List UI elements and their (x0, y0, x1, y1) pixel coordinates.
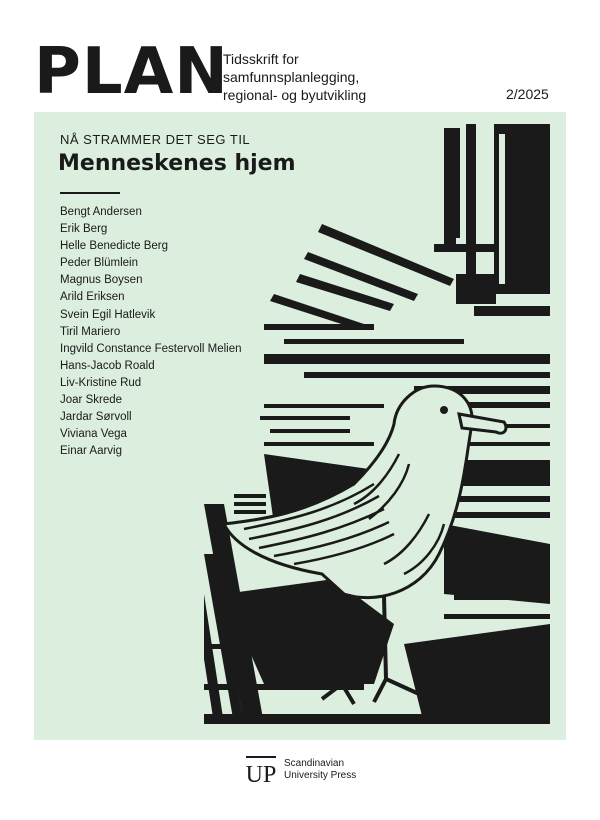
author-name: Tiril Mariero (60, 325, 121, 338)
tagline-line: samfunnsplanlegging, (223, 69, 360, 85)
masthead (0, 0, 600, 112)
seagull-linocut-illustration (204, 124, 554, 732)
tagline-line: Tidsskrift for (223, 51, 299, 67)
author-name: Helle Benedicte Berg (60, 240, 169, 253)
author-name: Peder Blümlein (60, 257, 138, 270)
publisher-name-line: University Press (284, 770, 357, 781)
issue-number: 2/2025 (506, 86, 549, 102)
author-name: Ingvild Constance Festervoll Melien (60, 342, 242, 355)
author-name: Erik Berg (60, 223, 108, 236)
author-name: Einar Aarvig (60, 445, 123, 458)
publisher-logo (244, 754, 374, 790)
author-name: Arild Eriksen (60, 291, 125, 304)
title-rule (60, 192, 120, 194)
author-name: Joar Skrede (60, 394, 123, 407)
cover-title: Menneskenes hjem (58, 151, 296, 176)
tagline-line: regional- og byutvikling (223, 87, 367, 103)
author-name: Svein Egil Hatlevik (60, 308, 156, 321)
author-name: Jardar Sørvoll (60, 411, 132, 424)
journal-logo: PLAN (34, 35, 229, 109)
author-name: Magnus Boysen (60, 274, 143, 287)
publisher-mark-letters: UP (245, 762, 277, 788)
cover-kicker: NÅ STRAMMER DET SEG TIL (60, 132, 251, 147)
author-name: Liv-Kristine Rud (60, 376, 142, 389)
journal-tagline (223, 50, 366, 104)
publisher-name (284, 758, 356, 782)
author-name: Bengt Andersen (60, 206, 142, 218)
publisher-name-line: Scandinavian (284, 758, 345, 769)
scandinavian-university-press-icon (244, 754, 278, 790)
author-name: Hans-Jacob Roald (60, 359, 155, 372)
cover-panel (34, 112, 566, 740)
author-name: Viviana Vega (60, 428, 127, 441)
